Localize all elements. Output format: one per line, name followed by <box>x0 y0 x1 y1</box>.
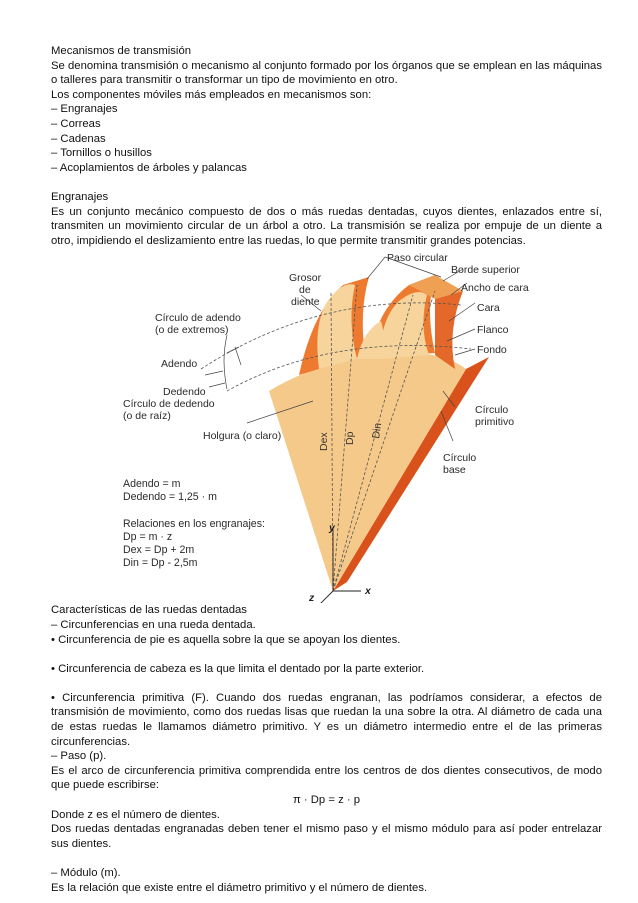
z-definition: Donde z es el número de dientes. <box>51 808 220 821</box>
gears-title: Engranajes <box>51 190 109 203</box>
list-item: – Correas <box>51 117 101 130</box>
dp-label: Dp <box>344 431 356 446</box>
gear-diagram-svg <box>51 251 602 603</box>
characteristics-title: Características de las ruedas dentadas <box>51 604 247 617</box>
paso-definition: Es el arco de circunferencia primitiva comprendida entre los centros de dos dientes consecutivos, de modo que puede escribirse: <box>51 764 602 792</box>
grosor-label-line3: diente <box>291 296 320 309</box>
modulo-title: – Módulo (m). <box>51 867 121 879</box>
circulo-adendo-label-line1: Círculo de adendo <box>155 312 241 325</box>
intro-title: Mecanismos de transmisión <box>51 45 192 57</box>
document-page <box>51 44 602 895</box>
list-item: – Cadenas <box>51 132 106 145</box>
list-item: – Engranajes <box>51 103 118 116</box>
formula-dedendo: Dedendo = 1,25 · m <box>123 491 217 504</box>
primitiva-bullet: • Circunferencia primitiva (F). Cuando dos ruedas engranan, las podríamos considerar, a efectos de transmisión de movimiento, como dos ruedas lisas que ruedan la una sobre la otra. Al diámetro de cada una de estas ruedas le llamamos diámetro primitivo. Y es un diámetro intermedio entre el de las primeras circunferencias. <box>51 691 602 748</box>
circulo-dedendo-label-line2: (o de raíz) <box>123 410 171 423</box>
paso-circular-label: Paso circular <box>387 252 448 265</box>
din-label: Din <box>370 422 385 440</box>
dedendo-label: Dedendo <box>163 386 206 399</box>
circulo-dedendo-label-line1: Círculo de dedendo <box>123 398 215 411</box>
list-item: – Acoplamientos de árboles y palancas <box>51 161 247 174</box>
intro-paragraph: Se denomina transmisión o mecanismo al conjunto formado por los órganos que se emplean en las máquinas o talleres para transmitir o transformar un tipo de movimiento en otro. <box>51 59 602 87</box>
paso-formula: π · Dp = z · p <box>292 794 361 807</box>
paso-title: – Paso (p). <box>51 750 107 763</box>
cara-label: Cara <box>477 302 500 315</box>
circulo-base-label-line1: Círculo <box>443 452 477 465</box>
formula-relaciones: Relaciones en los engranajes: <box>123 518 265 531</box>
grosor-label-line2: de <box>299 284 311 297</box>
circulo-primitivo-label-line1: Círculo <box>475 404 509 417</box>
axis-z-label: z <box>309 592 315 604</box>
flanco-label: Flanco <box>477 324 509 337</box>
adendo-label: Adendo <box>161 358 198 371</box>
circulo-primitivo-label-line2: primitivo <box>475 416 515 429</box>
formula-dp: Dp = m · z <box>123 531 173 544</box>
borde-superior-label: Borde superior <box>451 264 520 277</box>
formula-din: Din = Dp - 2,5m <box>123 557 198 570</box>
components-intro: Los componentes móviles más empleados en mecanismos son: <box>51 88 372 101</box>
formula-adendo: Adendo = m <box>123 478 181 491</box>
modulo-definition: Es la relación que existe entre el diámetro primitivo y el número de dientes. <box>51 881 428 894</box>
formula-dex: Dex = Dp + 2m <box>123 544 195 557</box>
gear-tooth-diagram <box>51 251 602 603</box>
dex-label: Dex <box>318 432 330 452</box>
grosor-label-line1: Grosor <box>289 272 322 285</box>
circulo-adendo-label-line2: (o de extremos) <box>155 324 229 337</box>
circulo-base-label-line2: base <box>443 464 466 477</box>
axis-y-label: y <box>329 522 335 535</box>
gear-sector-face <box>269 351 466 591</box>
ancho-cara-label: Ancho de cara <box>461 282 529 295</box>
axis-x-label: x <box>365 585 371 598</box>
same-step-paragraph: Dos ruedas dentadas engranadas deben tener el mismo paso y el mismo módulo para así poder entrelazar sus dientes. <box>51 823 602 850</box>
holgura-label: Holgura (o claro) <box>203 430 282 443</box>
gears-paragraph: Es un conjunto mecánico compuesto de dos o más ruedas dentadas, cuyos dientes, enlazados entre sí, transmiten un movimiento circular de un árbol a otro. La transmisión se realiza por empuje de un diente a otro, impidiendo el deslizamiento entre las ruedas, lo que permite transmitir grandes potencias. <box>51 205 602 247</box>
gear-tooth-right-side <box>435 291 463 369</box>
circumferences-item: – Circunferencias en una rueda dentada. <box>51 618 256 631</box>
cabeza-bullet: • Circunferencia de cabeza es la que limita el dentado por la parte exterior. <box>51 662 425 675</box>
pie-bullet: • Circunferencia de pie es aquella sobre la que se apoyan los dientes. <box>51 633 401 646</box>
list-item: – Tornillos o husillos <box>51 147 152 160</box>
fondo-label: Fondo <box>477 344 507 357</box>
